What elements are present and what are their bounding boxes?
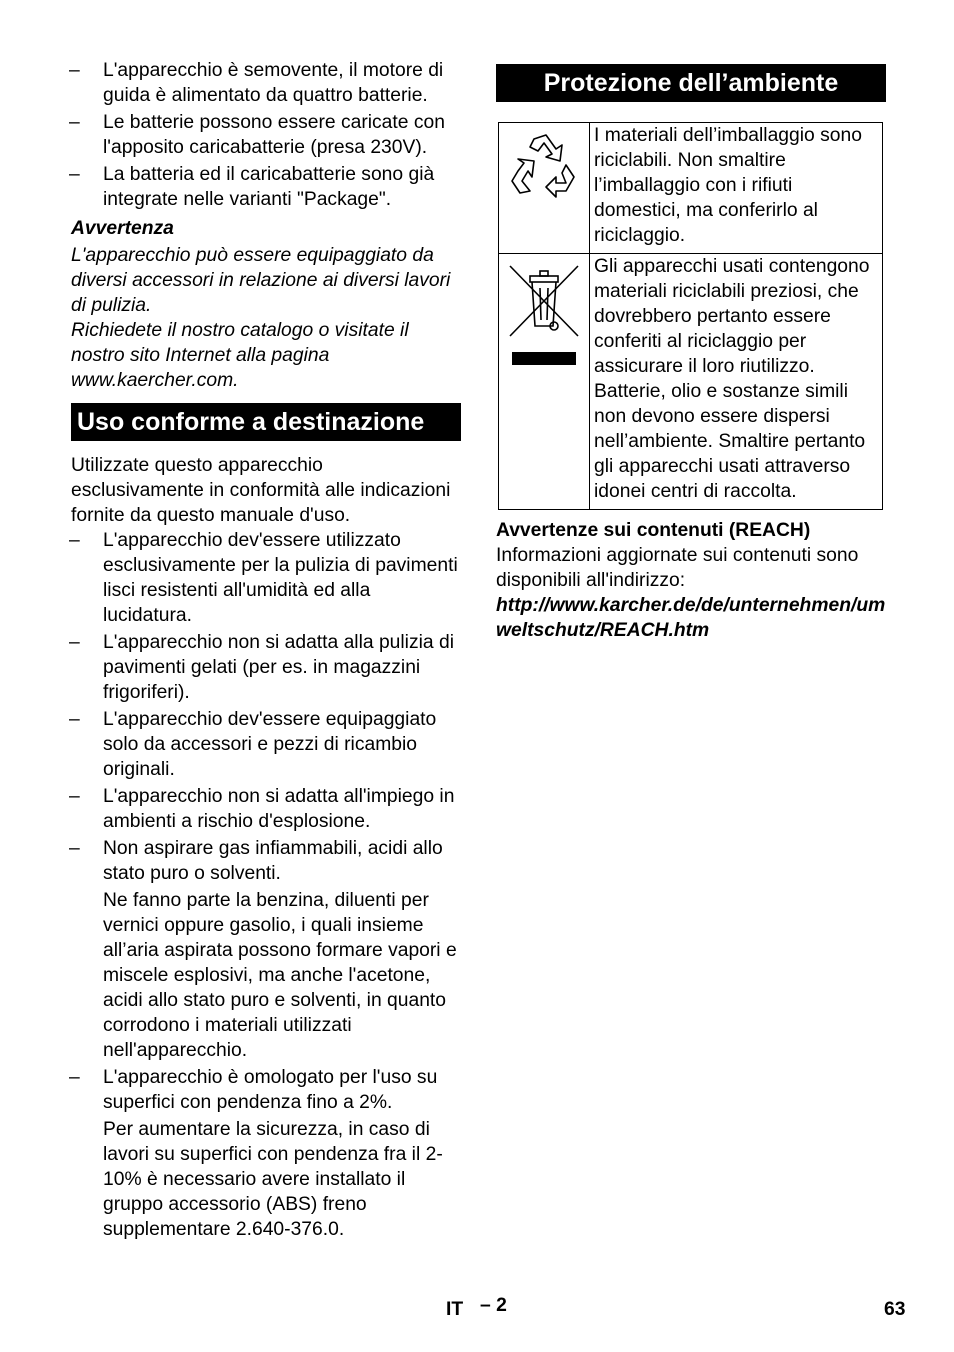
bullet-dash: –	[69, 1067, 80, 1088]
bullet-text: L'apparecchio è omologato per l'uso su superfici con pendenza fino a 2%.	[103, 1067, 438, 1113]
bullet-dash: –	[69, 530, 80, 551]
environment-table	[498, 122, 883, 510]
list-item	[71, 630, 461, 705]
list-item	[71, 836, 461, 886]
intro-paragraph: Utilizzate questo apparecchio esclusivamente in conformità alle indicazioni fornite da questo manuale d'uso.	[71, 455, 451, 526]
bullet-text: L'apparecchio dev'essere utilizzato esclusivamente per la pulizia di pavimenti lisci resistenti all'umidità ed alla lucidatura.	[103, 530, 458, 626]
text-cell: Gli apparecchi usati contengono materiali riciclabili preziosi, che dovrebbero pertanto essere conferiti al riciclaggio per assicurare il loro riutilizzo. Batterie, olio e sostanze simili non devono essere dispersi nell’ambiente. Smaltire pertanto gli apparecchi usati attraverso idonei centri di raccolta.	[590, 254, 883, 510]
note-text: L'apparecchio può essere equipaggiato da diversi accessori in relazione ai diversi lavori di pulizia.	[71, 245, 451, 316]
bullet-dash: –	[69, 164, 80, 185]
recycle-icon	[504, 191, 584, 212]
section-heading: Uso conforme a destinazione	[71, 403, 461, 441]
bullet-text: Non aspirare gas infiammabili, acidi allo stato puro o solventi.	[103, 838, 443, 884]
icon-cell	[499, 254, 590, 510]
left-column	[71, 58, 461, 1242]
list-item	[71, 1065, 461, 1115]
right-column	[496, 58, 886, 643]
table-row	[499, 123, 883, 254]
bullet-dash: –	[69, 709, 80, 730]
bullet-text: L'apparecchio è semovente, il motore di guida è alimentato da quattro batterie.	[103, 60, 444, 106]
reach-text: Informazioni aggiornate sui contenuti sono disponibili all'indirizzo:	[496, 545, 859, 591]
note-title: Avvertenza	[71, 218, 174, 239]
footer-language: IT	[446, 1299, 464, 1320]
list-item	[71, 58, 461, 108]
bullet-text: Le batterie possono essere caricate con l'apposito caricabatterie (presa 230V).	[103, 112, 445, 158]
continuation-paragraph: Per aumentare la sicurezza, in caso di lavori su superfici con pendenza fra il 2-10% è necessario avere installato il gruppo accessorio (ABS) freno supplementare 2.640-376.0.	[103, 1119, 443, 1240]
footer-page-number: 63	[884, 1299, 906, 1320]
footer-page-marker: – 2	[480, 1295, 507, 1316]
list-item	[71, 528, 461, 628]
reach-title: Avvertenze sui contenuti (REACH)	[496, 520, 811, 541]
bullet-text: L'apparecchio non si adatta all'impiego in ambienti a rischio d'esplosione.	[103, 786, 455, 832]
note-text: Richiedete il nostro catalogo o visitate il nostro sito Internet alla pagina www.kaercher.com.	[71, 320, 409, 391]
table-row	[499, 254, 883, 510]
bullet-dash: –	[69, 786, 80, 807]
icon-cell	[499, 123, 590, 254]
crossed-bin-icon	[504, 364, 584, 385]
bullet-dash: –	[69, 112, 80, 133]
bullet-dash: –	[69, 838, 80, 859]
bullet-dash: –	[69, 632, 80, 653]
bullet-text: La batteria ed il caricabatterie sono già integrate nelle varianti "Package".	[103, 164, 435, 210]
list-item	[71, 784, 461, 834]
section-heading: Protezione dell’ambiente	[496, 64, 886, 102]
bullet-text: L'apparecchio dev'essere equipaggiato solo da accessori e pezzi di ricambio originali.	[103, 709, 437, 780]
continuation-paragraph: Ne fanno parte la benzina, diluenti per vernici oppure gasolio, i quali insieme all’aria aspirata possono formare vapori e miscele esplosivi, ma anche l'acetone, acidi allo stato puro e solventi, in quanto corrodono i materiali utilizzati nell'apparecchio.	[103, 890, 457, 1061]
list-item	[71, 707, 461, 782]
text-cell: I materiali dell’imballaggio sono riciclabili. Non smaltire l’imballaggio con i rifiuti domestici, ma conferirlo al riciclaggio.	[590, 123, 883, 254]
bullet-dash: –	[69, 60, 80, 81]
bullet-text: L'apparecchio non si adatta alla pulizia di pavimenti gelati (per es. in magazzini frigoriferi).	[103, 632, 454, 703]
list-item	[71, 162, 461, 212]
list-item	[71, 110, 461, 160]
reach-link[interactable]: http://www.karcher.de/de/unternehmen/umweltschutz/REACH.htm	[496, 595, 886, 641]
